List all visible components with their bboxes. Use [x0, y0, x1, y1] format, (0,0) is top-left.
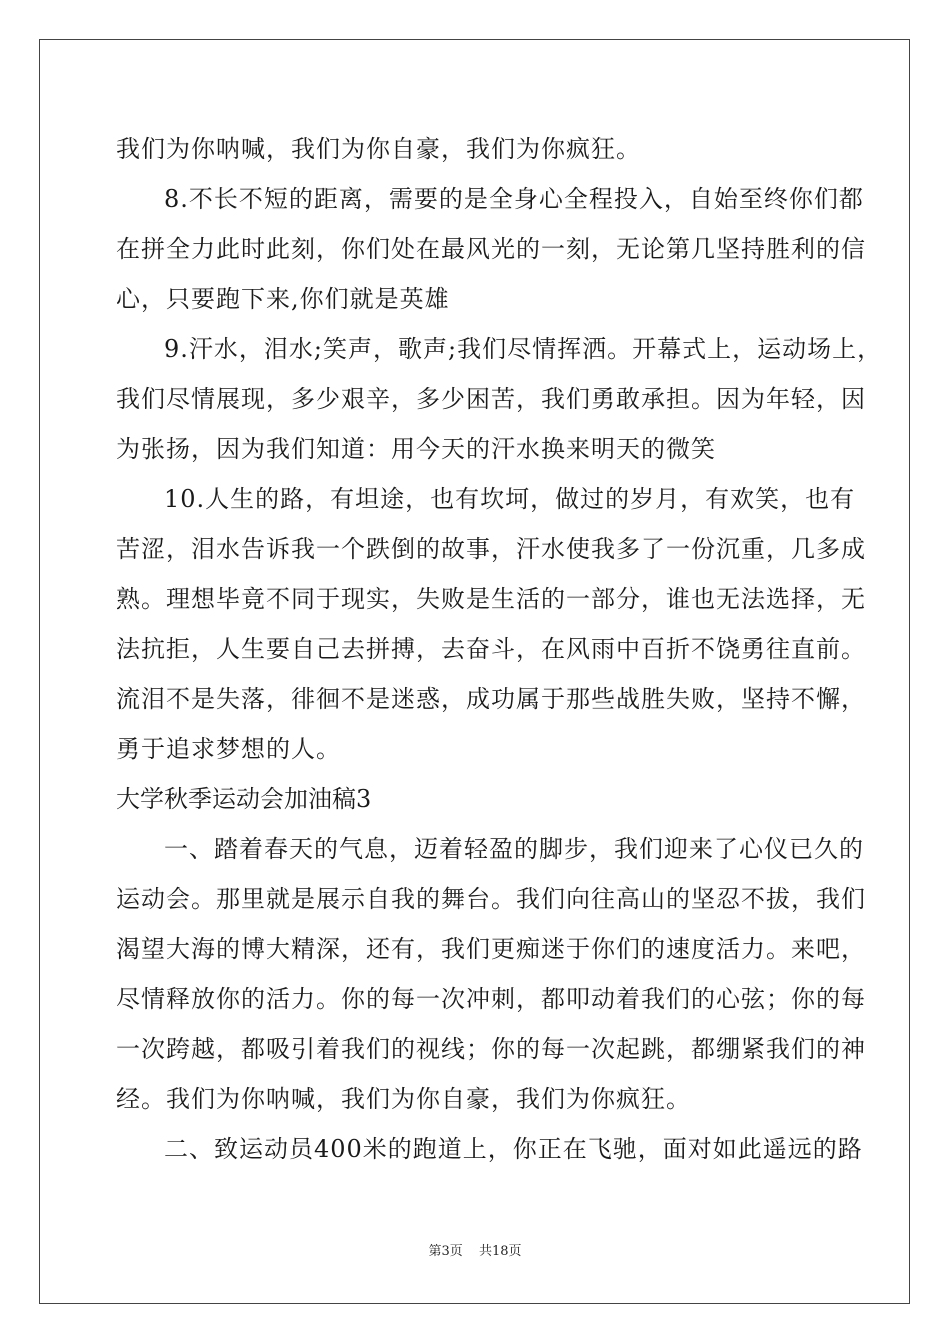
text-line: 渴望大海的博大精深，还有，我们更痴迷于你们的速度活力。来吧，	[116, 935, 866, 963]
text-line: 经。我们为你呐喊，我们为你自豪，我们为你疯狂。	[116, 1085, 691, 1113]
text-line: 一、踏着春天的气息，迈着轻盈的脚步，我们迎来了心仪已久的	[164, 835, 864, 863]
text-line: 运动会。那里就是展示自我的舞台。我们向往高山的坚忍不拔，我们	[116, 885, 866, 913]
text-line: 8.不长不短的距离，需要的是全身心全程投入，自始至终你们都	[164, 185, 864, 213]
text-line: 二、致运动员400米的跑道上，你正在飞驰，面对如此遥远的路	[164, 1135, 863, 1163]
text-line: 法抗拒，人生要自己去拼搏，去奋斗，在风雨中百折不饶勇往直前。	[116, 635, 866, 663]
text-line: 我们为你呐喊，我们为你自豪，我们为你疯狂。	[116, 135, 641, 163]
text-line: 一次跨越，都吸引着我们的视线；你的每一次起跳，都绷紧我们的神	[116, 1035, 866, 1063]
text-line: 流泪不是失落，徘徊不是迷惑，成功属于那些战胜失败，坚持不懈，	[116, 685, 866, 713]
page-number: 第3页	[428, 1244, 463, 1259]
document-body	[116, 124, 883, 1174]
text-line: 尽情释放你的活力。你的每一次冲刺，都叩动着我们的心弦；你的每	[116, 985, 866, 1013]
text-line: 我们尽情展现，多少艰辛，多少困苦，我们勇敢承担。因为年轻，因	[116, 385, 866, 413]
text-line: 勇于追求梦想的人。	[116, 735, 341, 763]
text-line: 为张扬，因为我们知道：用今天的汗水换来明天的微笑	[116, 435, 716, 463]
text-line: 苦涩，泪水告诉我一个跌倒的故事，汗水使我多了一份沉重，几多成	[116, 535, 866, 563]
text-line: 在拼全力此时此刻，你们处在最风光的一刻，无论第几坚持胜利的信	[116, 235, 866, 263]
text-line: 10.人生的路，有坦途，也有坎坷，做过的岁月，有欢笑，也有	[164, 485, 856, 513]
text-line: 9.汗水，泪水;笑声，歌声;我们尽情挥洒。开幕式上，运动场上，	[164, 335, 883, 363]
page-footer	[0, 1240, 950, 1259]
section-heading: 大学秋季运动会加油稿3	[116, 785, 372, 813]
text-line: 心，只要跑下来,你们就是英雄	[116, 285, 450, 313]
text-line: 熟。理想毕竟不同于现实，失败是生活的一部分，谁也无法选择，无	[116, 585, 866, 613]
page-total: 共18页	[478, 1244, 522, 1259]
